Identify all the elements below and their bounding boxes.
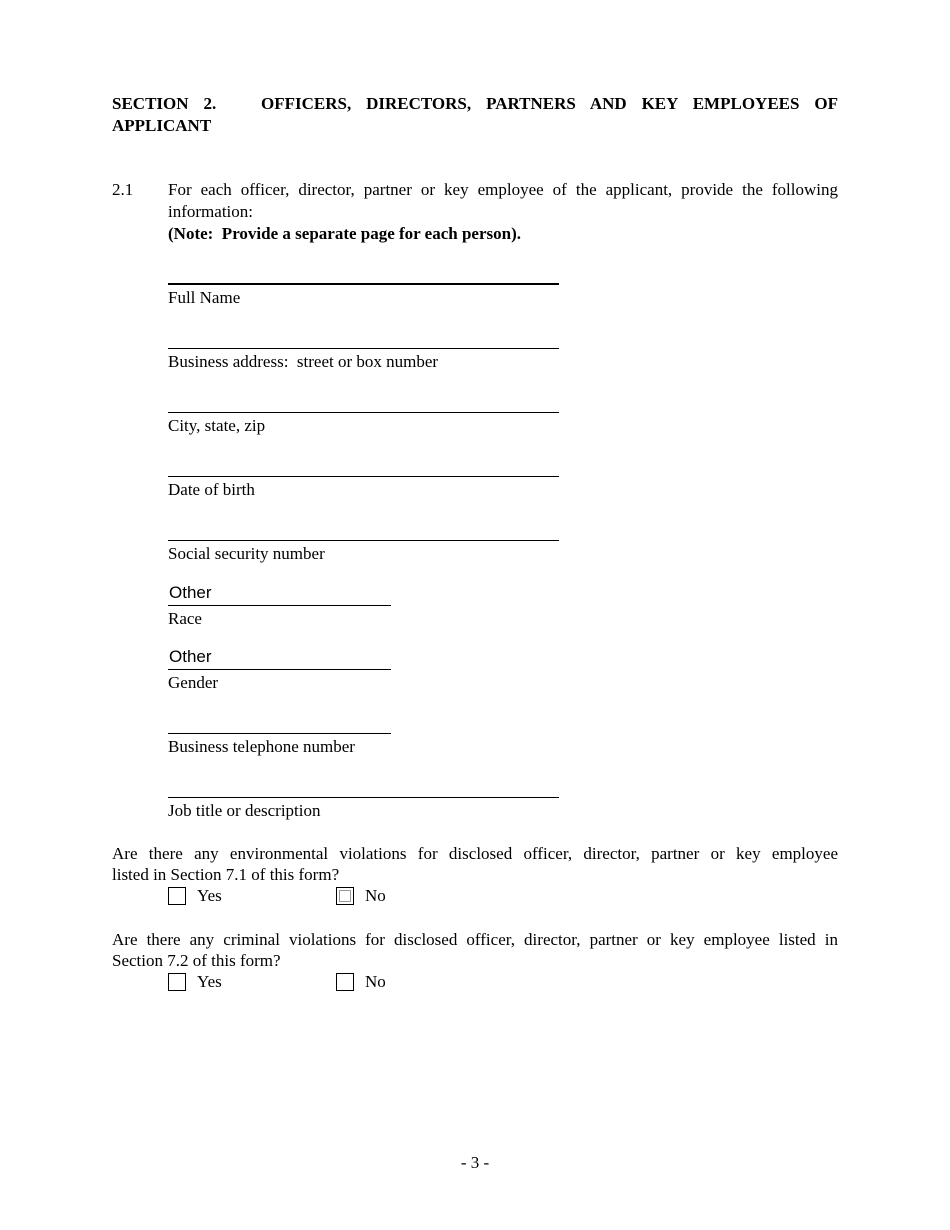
race-value[interactable]: Other bbox=[169, 583, 212, 602]
section-heading-line1: SECTION 2. OFFICERS, DIRECTORS, PARTNERS AND KEY EMPLOYEES OF bbox=[112, 94, 838, 113]
business-phone-field[interactable] bbox=[168, 733, 391, 757]
full-name-field[interactable] bbox=[168, 283, 559, 308]
city-state-zip-line bbox=[168, 412, 559, 413]
item-instructions-line1: For each officer, director, partner or key employee of the applicant, provide the following bbox=[168, 180, 838, 199]
job-title-field[interactable] bbox=[168, 797, 559, 821]
criminal-no-option[interactable] bbox=[336, 972, 386, 992]
gender-value[interactable]: Other bbox=[169, 647, 212, 666]
gender-line bbox=[168, 669, 391, 670]
environmental-yes-checkbox[interactable] bbox=[168, 887, 186, 905]
environmental-violations-question bbox=[112, 843, 838, 885]
race-label: Race bbox=[168, 609, 202, 628]
business-address-label: Business address: street or box number bbox=[168, 352, 439, 371]
environmental-question-line2: listed in Section 7.1 of this form? bbox=[112, 865, 340, 884]
environmental-yes-option[interactable] bbox=[168, 886, 222, 906]
criminal-violations-question bbox=[112, 929, 838, 971]
environmental-no-option[interactable] bbox=[336, 886, 386, 906]
race-line bbox=[168, 605, 391, 606]
business-phone-label: Business telephone number bbox=[168, 737, 355, 756]
job-title-label: Job title or description bbox=[168, 801, 321, 820]
ssn-field[interactable] bbox=[168, 540, 559, 564]
item-instructions bbox=[168, 179, 838, 245]
ssn-line bbox=[168, 540, 559, 541]
section-heading bbox=[112, 93, 838, 137]
gender-label: Gender bbox=[168, 673, 219, 692]
full-name-label: Full Name bbox=[168, 288, 241, 307]
ssn-label: Social security number bbox=[168, 544, 325, 563]
environmental-question-line1: Are there any environmental violations for disclosed officer, director, partner or key employee bbox=[112, 844, 838, 863]
criminal-yes-checkbox[interactable] bbox=[168, 973, 186, 991]
city-state-zip-label: City, state, zip bbox=[168, 416, 266, 435]
city-state-zip-field[interactable] bbox=[168, 412, 559, 436]
environmental-no-checkbox[interactable] bbox=[336, 887, 354, 905]
item-instructions-line2: information: bbox=[168, 202, 253, 221]
date-of-birth-field[interactable] bbox=[168, 476, 559, 500]
full-name-line bbox=[168, 283, 559, 285]
date-of-birth-label: Date of birth bbox=[168, 480, 255, 499]
job-title-line bbox=[168, 797, 559, 798]
environmental-yes-label: Yes bbox=[197, 886, 222, 905]
item-number: 2.1 bbox=[112, 180, 134, 199]
race-field[interactable] bbox=[168, 583, 391, 629]
date-of-birth-line bbox=[168, 476, 559, 477]
business-phone-line bbox=[168, 733, 391, 734]
criminal-question-line1: Are there any criminal violations for disclosed officer, director, partner or key employee listed in bbox=[112, 930, 838, 949]
business-address-line bbox=[168, 348, 559, 349]
environmental-no-label: No bbox=[365, 886, 386, 905]
section-heading-line2: APPLICANT bbox=[112, 116, 212, 135]
criminal-no-label: No bbox=[365, 972, 386, 991]
criminal-yes-option[interactable] bbox=[168, 972, 222, 992]
page-number: - 3 - bbox=[460, 1153, 490, 1172]
criminal-no-checkbox[interactable] bbox=[336, 973, 354, 991]
criminal-question-line2: Section 7.2 of this form? bbox=[112, 951, 281, 970]
business-address-field[interactable] bbox=[168, 348, 559, 372]
gender-field[interactable] bbox=[168, 647, 391, 693]
criminal-yes-label: Yes bbox=[197, 972, 222, 991]
item-note: (Note: Provide a separate page for each person). bbox=[168, 224, 521, 243]
